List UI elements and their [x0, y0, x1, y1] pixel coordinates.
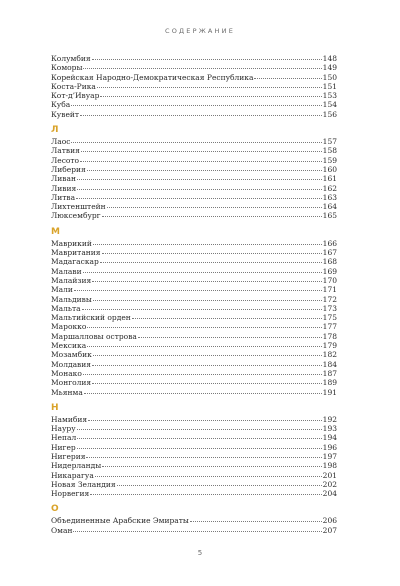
dot-leader [71, 142, 321, 143]
entry-page-number: 156 [322, 109, 337, 119]
section-letter: М [51, 226, 60, 237]
entry-page-number: 154 [322, 100, 337, 110]
entry-page-number: 196 [322, 442, 337, 452]
entry-title: Монголия [51, 378, 92, 388]
entry-title: Мальта [51, 303, 81, 313]
entry-page-number: 202 [322, 479, 337, 489]
toc-entry[interactable] [51, 424, 337, 433]
toc-entry[interactable] [51, 257, 337, 266]
dot-leader [90, 494, 321, 495]
dot-leader [83, 272, 322, 273]
toc-entry[interactable] [51, 526, 337, 535]
entry-page-number: 184 [322, 359, 337, 369]
entry-title: Мьянма [51, 387, 83, 397]
entry-title: Мозамбик [51, 350, 92, 360]
entry-page-number: 148 [322, 54, 337, 63]
entry-page-number: 163 [322, 192, 337, 202]
dot-leader [82, 309, 322, 310]
dot-leader [100, 262, 322, 263]
dot-leader [80, 161, 322, 162]
dot-leader [80, 115, 322, 116]
entry-title: Ливан [51, 174, 76, 184]
page-header: СОДЕРЖАНИЕ [164, 27, 236, 35]
entry-title: Объединенные Арабские Эмираты [51, 516, 189, 526]
toc-entry[interactable] [51, 54, 337, 63]
entry-page-number: 166 [322, 238, 337, 248]
entry-title: Малави [51, 266, 82, 276]
toc-entry[interactable] [51, 369, 337, 378]
entry-page-number: 151 [322, 81, 337, 91]
entry-title: Лаос [51, 137, 71, 147]
entry-title: Молдавия [51, 359, 92, 369]
entry-page-number: 191 [322, 387, 337, 397]
entry-title: Латвия [51, 146, 80, 156]
dot-leader [93, 244, 322, 245]
toc-entry[interactable] [51, 184, 337, 193]
entry-page-number: 164 [322, 202, 337, 212]
entry-title: Норвегия [51, 489, 90, 499]
dot-leader [93, 300, 322, 301]
entry-title: Литва [51, 192, 76, 202]
entry-title: Корейская Народно-Демократическая Республика [51, 72, 254, 82]
entry-title: Кувейт [51, 109, 80, 119]
entry-page-number: 197 [322, 451, 337, 461]
dot-leader [87, 346, 322, 347]
entry-page-number: 153 [322, 91, 337, 101]
entry-page-number: 192 [322, 414, 337, 424]
toc-entry[interactable] [51, 295, 337, 304]
toc-entry[interactable] [51, 285, 337, 294]
entry-title: Нигерия [51, 451, 86, 461]
entry-title: Маршалловы острова [51, 331, 137, 341]
entry-page-number: 159 [322, 155, 337, 165]
toc-entry[interactable] [51, 471, 337, 480]
dot-leader [132, 318, 322, 319]
dot-leader [83, 68, 321, 69]
toc-entry[interactable] [51, 146, 337, 155]
dot-leader [92, 281, 321, 282]
entry-title: Намибия [51, 414, 88, 424]
dot-leader [76, 198, 322, 199]
entry-title: Мали [51, 285, 73, 295]
entry-page-number: 170 [322, 275, 337, 285]
toc-entry[interactable] [51, 313, 337, 322]
entry-page-number: 149 [322, 63, 337, 73]
entry-page-number: 158 [322, 146, 337, 156]
entry-page-number: 198 [322, 461, 337, 471]
entry-page-number: 171 [322, 285, 337, 295]
entry-title: Нидерланды [51, 461, 102, 471]
dot-leader [88, 420, 322, 421]
dot-leader [102, 216, 322, 217]
toc-entry[interactable] [51, 332, 337, 341]
entry-title: Лесото [51, 155, 80, 165]
dot-leader [92, 59, 322, 60]
dot-leader [190, 521, 322, 522]
entry-title: Нигер [51, 442, 76, 452]
toc-entry[interactable] [51, 516, 337, 525]
dot-leader [81, 151, 322, 152]
toc-entry[interactable] [51, 193, 337, 202]
entry-page-number: 175 [322, 313, 337, 323]
toc-entry[interactable] [51, 165, 337, 174]
dot-leader [77, 429, 322, 430]
entry-title: Непал [51, 433, 77, 443]
dot-leader [97, 87, 322, 88]
toc-entry[interactable] [51, 304, 337, 313]
toc-entry[interactable] [51, 156, 337, 165]
entry-page-number: 189 [322, 378, 337, 388]
toc-entry[interactable] [51, 341, 337, 350]
entry-title: Люксембург [51, 211, 101, 221]
dot-leader [86, 457, 321, 458]
entry-page-number: 162 [322, 183, 337, 193]
dot-leader [138, 337, 322, 338]
entry-title: Марокко [51, 322, 87, 332]
entry-page-number: 194 [322, 433, 337, 443]
entry-title: Куба [51, 100, 71, 110]
entry-page-number: 187 [322, 368, 337, 378]
dot-leader [74, 290, 322, 291]
toc-entry[interactable] [51, 211, 337, 220]
section-letter: О [51, 504, 59, 515]
entry-page-number: 193 [322, 424, 337, 434]
toc-entry[interactable] [51, 461, 337, 470]
entry-title: Малайзия [51, 275, 92, 285]
dot-leader [77, 448, 322, 449]
entry-title: Лихтенштейн [51, 202, 106, 212]
entry-title: Никарагуа [51, 470, 94, 480]
entry-title: Кот-д’Ивуар [51, 91, 100, 101]
dot-leader [84, 393, 322, 394]
entry-title: Мексика [51, 341, 87, 351]
dot-leader [95, 476, 322, 477]
entry-page-number: 206 [322, 516, 337, 526]
entry-title: Коста-Рика [51, 81, 96, 91]
entry-title: Монако [51, 368, 82, 378]
entry-title: Мадагаскар [51, 257, 99, 267]
entry-title: Маврикий [51, 238, 92, 248]
entry-page-number: 182 [322, 350, 337, 360]
entry-page-number: 207 [322, 525, 337, 535]
entry-title: Науру [51, 424, 76, 434]
dot-leader [102, 466, 321, 467]
dot-leader [77, 189, 321, 190]
toc-entry[interactable] [51, 433, 337, 442]
toc-section [51, 227, 337, 397]
entry-page-number: 173 [322, 303, 337, 313]
dot-leader [77, 438, 321, 439]
toc-entry[interactable] [51, 489, 337, 498]
entry-page-number: 157 [322, 137, 337, 147]
toc-entry[interactable] [51, 415, 337, 424]
toc-section [51, 54, 337, 119]
table-of-contents [51, 54, 337, 535]
dot-leader [77, 179, 322, 180]
dot-leader [93, 355, 322, 356]
toc-entry[interactable] [51, 91, 337, 100]
toc-entry[interactable] [51, 452, 337, 461]
toc-entry[interactable] [51, 378, 337, 387]
entry-title: Ливия [51, 183, 77, 193]
entry-page-number: 179 [322, 341, 337, 351]
entry-page-number: 165 [322, 211, 337, 221]
toc-entry[interactable] [51, 100, 337, 109]
toc-section [51, 125, 337, 221]
entry-title: Мавритания [51, 248, 101, 258]
toc-entry[interactable] [51, 73, 337, 82]
dot-leader [83, 374, 322, 375]
toc-entry[interactable] [51, 82, 337, 91]
dot-leader [100, 96, 321, 97]
toc-entry[interactable] [51, 322, 337, 331]
dot-leader [92, 365, 322, 366]
entry-page-number: 150 [322, 72, 337, 82]
toc-entry[interactable] [51, 63, 337, 72]
entry-title: Колумбия [51, 54, 91, 63]
dot-leader [87, 170, 322, 171]
dot-leader [87, 327, 321, 328]
entry-title: Либерия [51, 164, 86, 174]
toc-entry[interactable] [51, 360, 337, 369]
dot-leader [92, 383, 322, 384]
entry-title: Мальтийский орден [51, 313, 131, 323]
dot-leader [107, 207, 322, 208]
toc-entry[interactable] [51, 174, 337, 183]
entry-title: Оман [51, 525, 73, 535]
toc-section [51, 504, 337, 535]
entry-page-number: 201 [322, 470, 337, 480]
toc-entry[interactable] [51, 137, 337, 146]
toc-entry[interactable] [51, 110, 337, 119]
dot-leader [73, 531, 321, 532]
toc-entry[interactable] [51, 388, 337, 397]
toc-section [51, 403, 337, 499]
entry-page-number: 169 [322, 266, 337, 276]
entry-page-number: 161 [322, 174, 337, 184]
entry-title: Коморы [51, 63, 83, 73]
entry-page-number: 168 [322, 257, 337, 267]
toc-entry[interactable] [51, 202, 337, 211]
toc-entry[interactable] [51, 443, 337, 452]
entry-title: Мальдивы [51, 294, 92, 304]
dot-leader [117, 485, 322, 486]
toc-entry[interactable] [51, 276, 337, 285]
dot-leader [71, 105, 321, 106]
dot-leader [254, 78, 321, 79]
page-number: 5 [197, 549, 203, 557]
entry-page-number: 204 [322, 489, 337, 499]
toc-entry[interactable] [51, 248, 337, 257]
dot-leader [102, 253, 322, 254]
toc-entry[interactable] [51, 239, 337, 248]
entry-title: Новая Зеландия [51, 479, 116, 489]
section-letter: Л [51, 125, 59, 136]
section-letter: Н [51, 402, 59, 413]
toc-entry[interactable] [51, 267, 337, 276]
entry-page-number: 167 [322, 248, 337, 258]
entry-page-number: 172 [322, 294, 337, 304]
toc-entry[interactable] [51, 480, 337, 489]
entry-page-number: 160 [322, 164, 337, 174]
toc-entry[interactable] [51, 350, 337, 359]
entry-page-number: 177 [322, 322, 337, 332]
entry-page-number: 178 [322, 331, 337, 341]
